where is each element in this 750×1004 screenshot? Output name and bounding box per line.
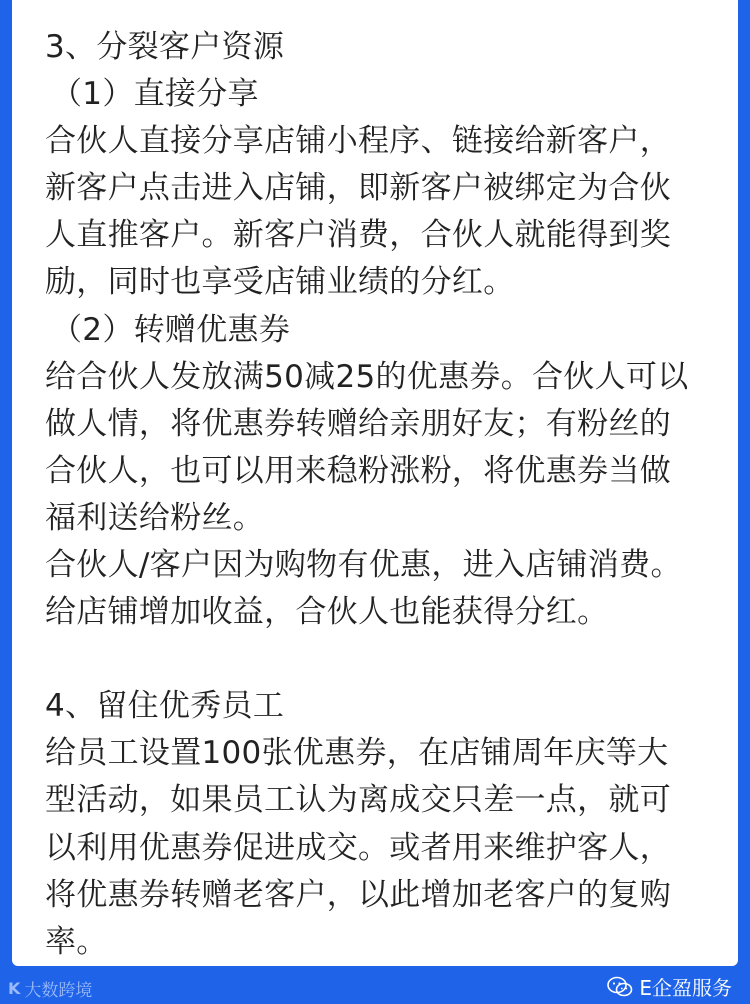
paragraph-line: 福利送给粉丝。 [45,499,265,536]
paragraph-line: 合伙人直接分享店铺小程序、链接给新客户， [45,123,671,160]
subsection-heading: （1）直接分享 [51,76,259,113]
source-logo-icon: K [8,979,21,998]
wechat-icon [607,976,633,998]
article-body [45,24,735,966]
subsection-heading: （2）转赠优惠券 [51,311,291,348]
paragraph-line: 给员工设置100张优惠券，在店铺周年庆等大 [45,735,669,772]
account-watermark-text: E企盈服务 [639,976,732,1000]
paragraph-line: 新客户点击进入店铺，即新客户被绑定为合伙 [45,170,671,207]
paragraph-line: 做人情，将优惠券转赠给亲朋好友；有粉丝的 [45,405,671,442]
source-watermark-text: 大数跨境 [24,981,93,1001]
paragraph-line: 合伙人，也可以用来稳粉涨粉，将优惠券当做 [45,452,671,489]
paragraph-line: 型活动，如果员工认为离成交只差一点，就可 [45,782,671,819]
paragraph-line: 给合伙人发放满50减25的优惠券。合伙人可以 [45,358,689,395]
paragraph-line: 合伙人/客户因为购物有优惠，进入店铺消费。 [45,547,682,584]
article-card [12,0,738,966]
paragraph-line: 人直推客户。新客户消费，合伙人就能得到奖 [45,217,671,254]
paragraph-line: 以利用优惠券促进成交。或者用来维护客人， [45,829,671,866]
paragraph-line: 给店铺增加收益，合伙人也能获得分红。 [45,594,609,631]
source-watermark [8,976,92,1001]
section-heading: 3、分裂客户资源 [45,29,285,65]
paragraph-line: 将优惠券转赠老客户，以此增加老客户的复购 [45,876,671,913]
footer-watermark-bar [0,966,750,1004]
paragraph-line: 率。 [45,923,108,960]
paragraph-gap [45,636,735,683]
paragraph-line: 励，同时也享受店铺业绩的分红。 [45,264,515,301]
section-heading: 4、留住优秀员工 [45,688,285,725]
account-watermark [607,972,732,1001]
